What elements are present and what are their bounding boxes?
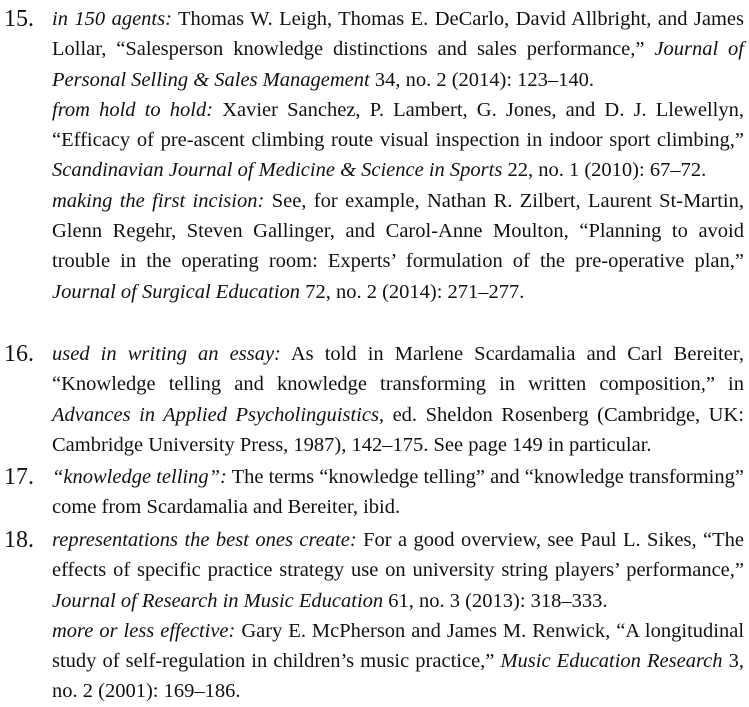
entry-citation-details: 34, no. 2 (2014): 123–140. [369, 68, 595, 91]
note-number: 15. [4, 6, 34, 32]
entry-citation: The terms “knowledge telling” and “knowledge transforming” come from Scardamalia and Bereiter, ibid. [52, 466, 744, 519]
note-entry [52, 186, 744, 307]
note-entry [52, 339, 744, 460]
entry-source-title: Music Education Research [500, 650, 723, 673]
entry-phrase: more or less effective: [52, 619, 236, 642]
note-entries [52, 525, 744, 707]
note-entry [52, 462, 744, 523]
entry-source-title: Scandinavian Journal of Medicine & Science in Sports [52, 159, 503, 182]
note-entry [52, 4, 744, 95]
entry-phrase: used in writing an essay: [52, 343, 281, 365]
note-entries [52, 339, 744, 460]
note-entry [52, 95, 744, 186]
note-number: 16. [4, 341, 34, 367]
note-entry [52, 616, 744, 707]
entry-citation: Xavier Sanchez, P. Lambert, G. Jones, and D. J. Llewellyn, “Efficacy of pre-ascent climbing route visual inspection in indoor sport climbing,” [52, 98, 744, 152]
entry-phrase: “knowledge telling”: [52, 466, 227, 488]
note-entry [52, 525, 744, 616]
entry-source-title: Journal of Surgical Education [52, 280, 301, 303]
entry-citation-details: 61, no. 3 (2013): 318–333. [383, 589, 608, 612]
entry-citation: Gary E. McPherson and James M. Renwick, “A longitudinal study of self-regulation in children’s music practice,” [52, 619, 745, 673]
note-entries [52, 462, 744, 523]
entry-phrase: making the first incision: [52, 189, 265, 212]
entry-source-title: Journal of Research in Music Education [52, 589, 384, 612]
entry-citation-details: ed. Sheldon Rosenberg (Cambridge, UK: Cambridge University Press, 1987), 142–175. See page 149 in particular. [52, 403, 744, 456]
entry-phrase: in 150 agents: [52, 8, 172, 30]
entry-phrase: from hold to hold: [52, 98, 214, 121]
entry-source-title: Journal of Personal Selling & Sales Management [52, 38, 745, 91]
entry-citation-details: 3, no. 2 (2001): 169–186. [52, 650, 744, 703]
note-number: 18. [4, 527, 34, 553]
entry-citation: Thomas W. Leigh, Thomas E. DeCarlo, David Allbright, and James Lollar, “Salesperson knowledge distinctions and sales performance,” [52, 8, 745, 61]
entry-citation: See, for example, Nathan R. Zilbert, Laurent St-Martin, Glenn Regehr, Steven Gallinger, and Carol-Anne Moulton, “Planning to avoid trouble in the operating room: Experts’ formulation of the pre-operative plan,” [52, 189, 744, 273]
entry-citation-details: 72, no. 2 (2014): 271–277. [300, 280, 525, 303]
note-entries [52, 4, 744, 307]
entry-citation: As told in Marlene Scardamalia and Carl Bereiter, “Knowledge telling and knowledge transforming in written composition,” in [52, 343, 744, 396]
entry-citation-details: 22, no. 1 (2010): 67–72. [502, 159, 707, 182]
entry-phrase: representations the best ones create: [52, 529, 357, 551]
note-number: 17. [4, 464, 34, 490]
entry-citation: For a good overview, see Paul L. Sikes, “The effects of specific practice strategy use on university string players’ performance,” [52, 529, 745, 582]
entry-source-title: Advances in Applied Psycholinguistics, [52, 403, 385, 426]
